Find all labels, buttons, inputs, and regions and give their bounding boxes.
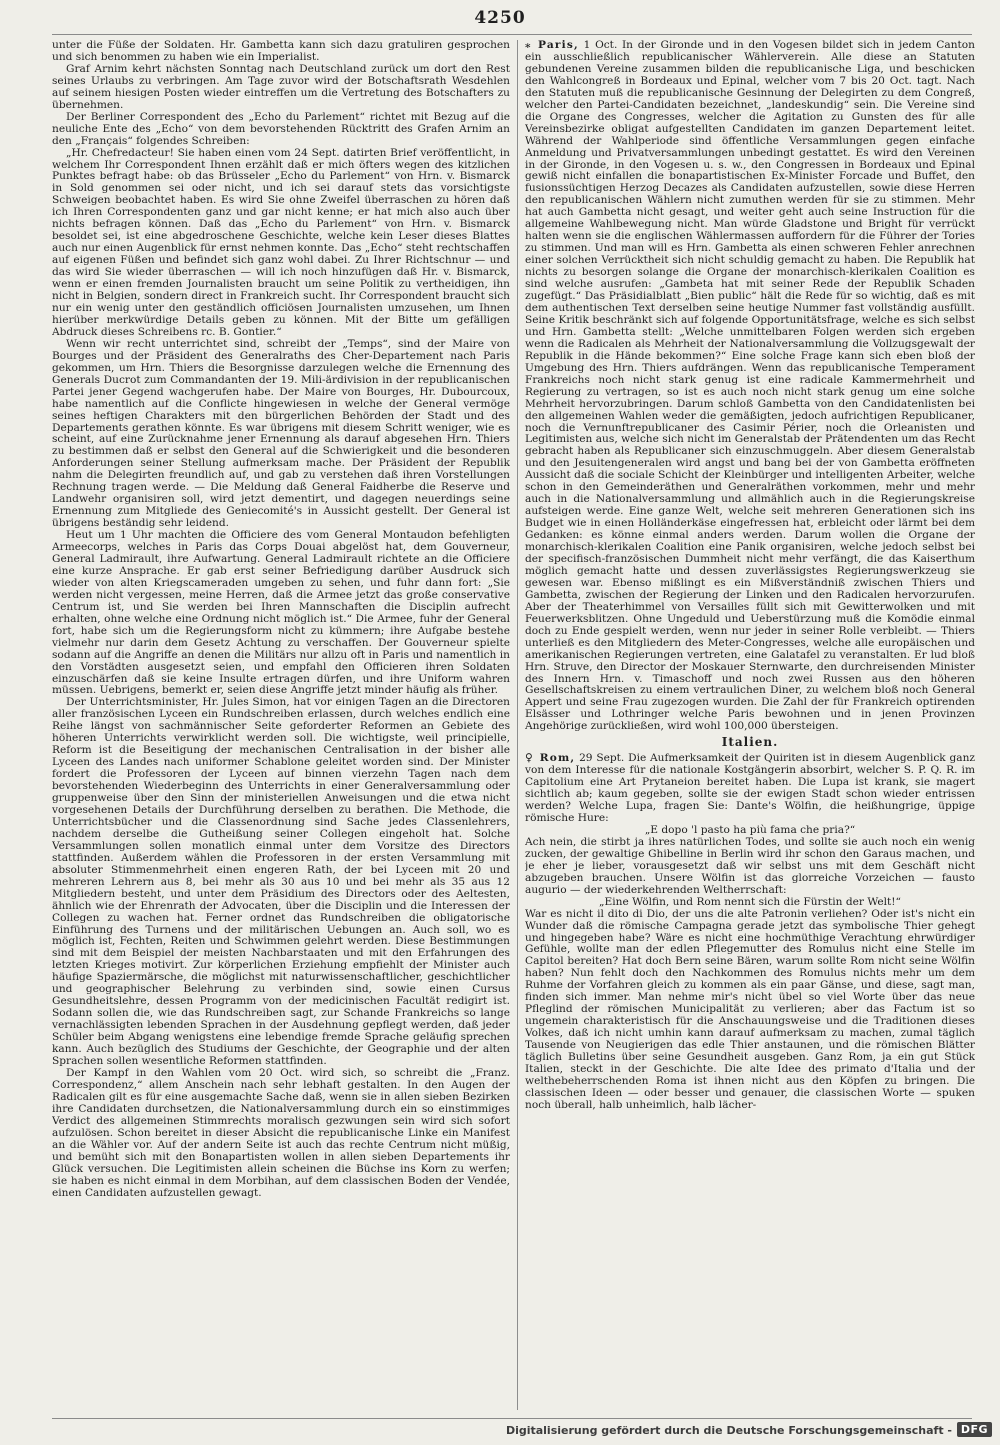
article-paragraph: „Hr. Chefredacteur! Sie haben einen vom 24 Sept. datirten Brief veröffentlicht, in welchem Ihr Correspondent Ihnen erzählt daß er mich öfters wegen des kitzlichen Punktes befragt habe: ob das Brüsseler „Echo du Parlement“ von Hrn. v. Bismarck in Sold genommen sei oder nicht, und ich sei darauf stets das vorsichtigste Schweigen beobachtet haben. Es wird Sie ohne Zweifel überraschen zu hören daß ich Ihren Correspondenten ganz und gar nicht kenne; er hat mich also auch über nichts befragen können. Daß das „Echo du Parlement“ von Hrn. v. Bismarck besoldet sei, ist eine abgedroschene Geschichte, welche kein Leser dieses Blattes auch nur einen Augenblick für ernst nehmen konnte. Das „Echo“ steht rechtschaffen auf eigenen Füßen und befindet sich ganz wohl dabei. Zu Ihrer Richtschnur — und das wird Sie wieder überraschen — will ich noch hinzufügen daß Hr. v. Bismarck, wenn er einen fremden Journalisten braucht um seine Politik zu vertheidigen, ihn nicht in Belgien, sondern direct in Frankreich sucht. Ihr Correspondent braucht sich nur ein wenig unter den geständlich officiösen Journalisten umzusehen, um Ihnen hierüber merkwürdige Details geben zu können. Mit der Bitte um gefälligen Abdruck dieses Schreibens rc. B. Gontier.“: [52, 146, 510, 338]
article-paragraph: unter die Füße der Soldaten. Hr. Gambetta kann sich dazu gratuliren gesprochen und sich benommen zu haben wie ein Imperialist.: [52, 40, 510, 63]
article-paragraph: War es nicht il dito di Dio, der uns die alte Patronin verliehen? Oder ist's nicht ein Wunder daß die römische Campagna gerade jetzt das symbolische Thier gehegt und hingegeben habe? Wäre es nicht eine hochmüthige Verachtung ehrwürdiger Gefühle, wollte man der edlen Pflegemutter des Romulus nicht eine Stelle im Capitol bereiten? Hat doch Bern seine Bären, warum sollte Rom nicht seine Wölfin haben? Nun fehlt doch den Nachkommen des Romulus nichts mehr um dem Ruhme der Vorfahren gleich zu kommen als ein paar Gänse, und diese, sagt man, finden sich immer. Man nehme mir's nicht übel so viel Worte über das neue Pfleglind der römischen Municipalität zu verlieren; aber das Factum ist so ungemein charakteristisch für die Anschauungsweise und die Traditionen dieses Volkes, daß ich nicht umhin kann darauf aufmerksam zu machen, zumal täglich Tausende von Neugierigen das edle Thier anstaunen, und die römischen Blätter täglich Bulletins über seine Gesundheit ausgeben. Ganz Rom, ja ein gut Stück Italien, steckt in der Geschichte. Die alte Idee des primato d'Italia und der welthebeherrschenden Roma ist ihnen nicht aus den Köpfen zu bringen. Die classischen Ideen — oder besser und genauer, die classischen Worte — spuken noch überall, halb unheimlich, halb lächer-: [525, 907, 975, 1111]
footer: [0, 1418, 1000, 1445]
article-paragraph: Der Berliner Correspondent des „Echo du Parlement“ richtet mit Bezug auf die neuliche Ente des „Echo“ von dem bevorstehenden Rücktritt des Grafen Arnim an den „Français“ folgendes Schreiben:: [52, 110, 510, 147]
dateline-text: 29 Sept. Die Aufmerksamkeit der Quiriten ist in diesem Augenblick ganz von dem Interesse für die nationale Kostgängerin absorbirt, welcher S. P. Q. R. im Capitolium eine Art Prytaneion bereitet haben. Die Lupa ist krank, sie magert sichtlich ab; kaum gegeben, sollte sie der ewigen Stadt schon wieder entrissen werden? Welche Lupa, fragen Sie: Dante's Wölfin, die heißhungrige, üppige römische Hure:: [525, 752, 975, 824]
verse-quote: „Eine Wölfin, und Rom nennt sich die Fürstin der Welt!“: [599, 895, 901, 908]
right-column: [525, 40, 975, 1410]
section-heading: Italien.: [721, 735, 779, 750]
column-divider: [517, 40, 518, 1410]
article-paragraph: Graf Arnim kehrt nächsten Sonntag nach Deutschland zurück um dort den Rest seines Urlaubs zu verbringen. Am Tage zuvor wird der Botschaftsrath Wesdehlen auf seinem hiesigen Posten wieder eintreffen um die Vertretung des Botschafters zu übernehmen.: [52, 62, 510, 111]
footer-credit: Digitalisierung gefördert durch die Deutsche Forschungsgemeinschaft -: [505, 1424, 952, 1437]
article-paragraph: [525, 40, 975, 733]
article-paragraph: [525, 753, 975, 825]
article-paragraph: Heut um 1 Uhr machten die Officiere des vom General Montaudon befehligten Armeecorps, welches in Paris das Corps Douai abgelöst hat, dem Gouverneur, General Ladmirault, ihre Aufwartung. General Ladmirault richtete an die Officiere eine kurze Ansprache. Er gab erst seiner Befriedigung darüber Ausdruck sich wieder von alten Kriegscameraden umgeben zu sehen, und fuhr dann fort: „Sie werden nicht vergessen, meine Herren, daß die Armee jetzt das große conservative Centrum ist, und Sie werden bei Ihren Mannschaften die Disciplin aufrecht erhalten, ohne welche eine Ordnung nicht möglich ist.“ Die Armee, fuhr der General fort, habe sich um die Regierungsform nicht zu kümmern; ihre Aufgabe bestehe vielmehr nur darin dem Gesetz Achtung zu verschaffen. Der Gouverneur spielte sodann auf die Angriffe an denen die Militärs nur allzu oft in Paris und namentlich in den Vorstädten ausgesetzt seien, und empfahl den Officieren ihren Soldaten einzuschärfen daß sie keine Insulte ertragen dürfen, und ihre Uniform wahren müssen. Uebrigens, bemerkt er, seien diese Angriffe jetzt minder häufig als früher.: [52, 529, 510, 697]
verse-quote: „E dopo 'l pasto ha più fama che pria?“: [644, 823, 856, 836]
dateline-place: ⁎ Paris,: [525, 40, 579, 51]
dfg-logo-icon: DFG: [957, 1422, 992, 1437]
article-paragraph: Wenn wir recht unterrichtet sind, schreibt der „Temps“, sind der Maire von Bourges und der Präsident des Generalraths des Cher-Departement nach Paris gekommen, um Hrn. Thiers die Besorgnisse darzulegen welche die Ernennung des Generals Ducrot zum Commandanten der 19. Mili-ärdivision in der republicanischen Partei jener Gegend wachgerufen habe. Der Maire von Bourges, Hr. Dubourcoux, habe namentlich auf die Conflicte hingewiesen in welche der General vermöge seines heftigen Charakters mit den bürgerlichen Behörden der Stadt und des Departements gerathen könnte. Es war übrigens mit diesem Schritt weniger, wie es scheint, auf eine Zurücknahme jener Ernennung als darauf abgesehen Hrn. Thiers zu bestimmen daß er selbst den General auf die Schwierigkeit und die besonderen Anforderungen seiner Stellung aufmerksam mache. Der Präsident der Republik nahm die Delegirten freundlich auf, und gab zu verstehen daß ihren Vorstellungen Rechnung tragen werde. — Die Meldung daß General Faidherbe die Reserve und Landwehr organisiren soll, wird jetzt dementirt, und dagegen neuerdings seine Ernennung zum Mitgliede des Geniecomité's in Aussicht gestellt. Der General ist übrigens beständig sehr leidend.: [52, 337, 510, 530]
footer-rule: [52, 1418, 972, 1419]
article-paragraph: Ach nein, die stirbt ja ihres natürlichen Todes, und sollte sie auch noch ein wenig zucken, der gewaltige Ghibelline in Berlin wird ihr schon den Garaus machen, und je eher je lieber, vorausgesetzt daß wir selbst uns mit dem Geschäft nicht abzugeben brauchen. Unsere Wölfin ist das glorreiche Vorzeichen — fausto augurio — der wiederkehrenden Weltherrschaft:: [525, 835, 975, 896]
page-number: 4250: [474, 8, 526, 28]
dateline-text: 1 Oct. In der Gironde und in den Vogesen bildet sich in jedem Canton ein ausschließlich republicanischer Wählerverein. Alle diese an Statuten gebundenen Vereine zusammen bilden die republicanische Liga, und beschicken den Wahlcongreß in Bordeaux und Epinal, welcher vom 7 bis 20 Oct. tagt. Nach den Statuten muß die republicanische Gesinnung der Delegirten zu dem Congreß, welcher den Partei-Candidaten bezeichnet, „landeskundig“ sein. Die Vereine sind die Organe des Congresses, welcher die Agitation zu Gunsten des für alle Vereinsbezirke obligat aufgestellten Candidaten im ganzen Departement leitet. Während der Wahlperiode sind öffentliche Versammlungen gegen einfache Anmeldung und Privatversammlungen unbedingt gestattet. Es wird den Vereinen in der Gironde, in den Vogesen u. s. w., den Congressen in Bordeaux und Epinal gewiß nicht einfallen die bonapartistischen Ex-Minister Forcade und Buffet, den fusionssüchtigen Herzog Decazes als Candidaten aufzustellen, sowie diese Herren den republicanischen Wählern nicht zumuthen werden für sie zu stimmen. Mehr hat auch Gambetta nicht gesagt, und weiter geht auch seine Instruction für die allgemeine Wahlbewegung nicht. Man würde Gladstone und Bright für verrückt halten wenn sie die englischen Wählermassen auffordern für die Führer der Tories zu stimmen. Und man will es Hrn. Gambetta als einen schweren Fehler anrechnen einer solchen Verrücktheit sich nicht schuldig gemacht zu haben. Die Republik hat nichts zu besorgen solange die Organe der monarchisch-klerikalen Coalition es sind welche ausrufen: „Gambeta hat mit seiner Rede der Republik Schaden zugefügt.“ Das Präsidialblatt „Bien public“ hält die Rede für so wichtig, daß es mit dem authentischen Text derselben seine heutige Nummer fast vollständig ausfüllt. Seine Kritik beschränkt sich auf folgende Opportunitätsfrage, welche es sich selbst und Hrn. Gambetta stellt: „Welche unmittelbaren Folgen werden sich ergeben wenn die Radicalen als Mehrheit der Nationalversammlung die Vollzugsgewalt der Republik in die Hände bekommen?“ Eine solche Frage kann sich eben bloß der Umgebung des Hrn. Thiers aufdrängen. Wenn das republicanische Temperament Frankreichs noch nicht stark genug ist eine radicale Kammermehrheit und Regierung zu vertragen, so ist es auch noch nicht stark genug um eine solche Mehrheit hervorzubringen. Darum schloß Gambetta von den Candidatenlisten bei den allgemeinen Wahlen weder die gemäßigten, jedoch aufrichtigen Republicaner, noch die Vernunftrepublicaner des Casimir Périer, noch die Orleanisten und Legitimisten aus, welche sich nicht im Generalstab der Prätendenten um das Recht gebracht haben als Republicaner sich einzuschmuggeln. Aber diesem Generalstab und den Jesuitengeneralen wird angst und bang bei der von Gambetta eröffneten Aussicht daß die sociale Schicht der Kleinbürger und intelligenten Arbeiter, welche schon in den Gemeinderäthen und Generalräthen vorkommen, mehr und mehr auch in die Nationalversammlung und allmählich auch in die Regierungskreise aufsteigen werde. Eine ganze Welt, welche seit mehreren Generationen sich ins Budget wie in einen Holländerkäse eingefressen hat, erbleicht oder lärmt bei dem Gedanken: es könne einmal anders werden. Darum wollen die Organe der monarchisch-klerikalen Coalition eine Panik organisiren, welche jedoch selbst bei der specifisch-französischen Dummheit nicht mehr verfängt, die das Kaiserthum möglich gemacht hatte und dessen zuverlässigstes Regierungswerkzeug sie gewesen war. Ebenso mißlingt es ein Mißverständniß zwischen Thiers und Gambetta, zwischen der Regierung der Linken und den Radicalen hervorzurufen. Aber der Theaterhimmel von Versailles füllt sich mit Gewitterwolken und mit Feuerwerksblitzen. Ohne Ungeduld und Ueberstürzung muß die Komödie einmal doch zu Ende gespielt werden, wenn nur jeder in seiner Rolle verbleibt. — Thiers unterließ es den Mitgliedern des Meter-Congresses, welche alle europäischen und amerikanischen Regierungen vertreten, eine Galatafel zu veranstalten. Er lud bloß Hrn. Struve, den Director der Moskauer Sternwarte, den durchreisenden Minister des Innern Hrn. v. Timaschoff und noch zwei Russen aus den höheren Gesellschaftskreisen zu einem vertraulichen Diner, zu welchem bloß noch General Appert und seine Frau zugezogen wurden. Die Zahl der für Frankreich optirenden Elsässer und Lothringer welche Paris bewohnen und in jenen Provinzen Angehörige zurückließen, wird wohl 100,000 übersteigen.: [525, 40, 975, 733]
dateline-place: ♀ Rom,: [525, 752, 576, 765]
header-rule: [52, 34, 972, 35]
article-paragraph: Der Kampf in den Wahlen vom 20 Oct. wird sich, so schreibt die „Franz. Correspondenz,“ allem Anschein nach sehr lebhaft gestalten. In den Augen der Radicalen gilt es für eine ausgemachte Sache daß, wenn sie in allen sieben Bezirken ihre Candidaten durchsetzen, die Nationalversammlung durch ein so einstimmiges Verdict des allgemeinen Stimmrechts moralisch gezwungen sein wird sich sofort aufzulösen. Schon bereitet in dieser Absicht die republicanische Linke ein Manifest an die Wähler vor. Auf der andern Seite ist auch das rechte Centrum nicht müßig, und bemüht sich mit den Bonapartisten wollen in allen sieben Departements ihr Glück versuchen. Die Legitimisten allein scheinen die Büchse ins Korn zu werfen; sie haben es nicht einmal in dem Morbihan, auf dem classischen Boden der Vendée, einen Candidaten aufzustellen gewagt.: [52, 1066, 510, 1199]
left-column: [52, 40, 510, 1410]
article-paragraph: Der Unterrichtsminister, Hr. Jules Simon, hat vor einigen Tagen an die Directoren aller französischen Lyceen ein Rundschreiben erlassen, durch welches endlich eine Reihe längst von sachmännischer Seite geforderter Reformen an Gebiete des höheren Unterrichts verwirklicht werden soll. Die wichtigste, weil principielle, Reform ist die Beseitigung der mechanischen Centralisation in der bisher alle Lyceen des Landes nach uniformer Schablone geleitet worden sind. Der Minister fordert die Professoren der Lyceen auf binnen vierzehn Tagen nach dem bevorstehenden Wiederbeginn des Unterrichts in einer Generalversammlung oder gruppenweise über den Sinn der ministeriellen Anweisungen und die etwa nicht vorgesehenen Details der Durchführung derselben zu berathen. Die Methode, die Unterrichtsbücher und die Classenordnung sind Sache jedes Classenlehrers, nachdem derselbe die Gutheißung seiner Collegen eingeholt hat. Solche Versammlungen sollen monatlich einmal unter dem Vorsitze des Directors stattfinden. Außerdem wählen die Professoren in der ersten Versammlung mit absoluter Stimmenmehrheit einen engeren Rath, der bei Lyceen mit 20 und mehreren Lehrern aus 8, bei mehr als 30 aus 10 und bei mehr als 35 aus 12 Mitgliedern besteht, und unter dem Präsidium des Directors oder des Aeltesten, ähnlich wie der Ehrenrath der Advocaten, über die Disciplin und die Interessen der Collegen zu wachen hat. Ferner ordnet das Rundschreiben die obligatorische Einführung des Turnens und der militärischen Uebungen an. Auch soll, wo es möglich ist, Fechten, Reiten und Schwimmen gelehrt werden. Diese Bestimmungen sind mit dem Beispiel der meisten Nachbarstaaten und mit den Erfahrungen des letzten Krieges motivirt. Zur körperlichen Erziehung empfiehlt der Minister auch häufige Spaziermärsche, die möglichst mit naturwissenschaftlicher, geschichtlicher und geographischer Belehrung zu verbinden sind, sowie einen Cursus Gesundheitslehre, dessen Programm von der medicinischen Facultät redigirt ist. Sodann sollen die, wie das Rundschreiben sagt, zur Schande Frankreichs so lange vernachlässigten lebenden Sprachen in der Ausdehnung gepflegt werden, daß jeder Schüler beim Abgang wenigstens eine lebendige fremde Sprache geläufig sprechen kann. Auch bezüglich des Studiums der Geschichte, der Geographie und der alten Sprachen sollen wesentliche Reformen stattfinden.: [52, 696, 510, 1068]
